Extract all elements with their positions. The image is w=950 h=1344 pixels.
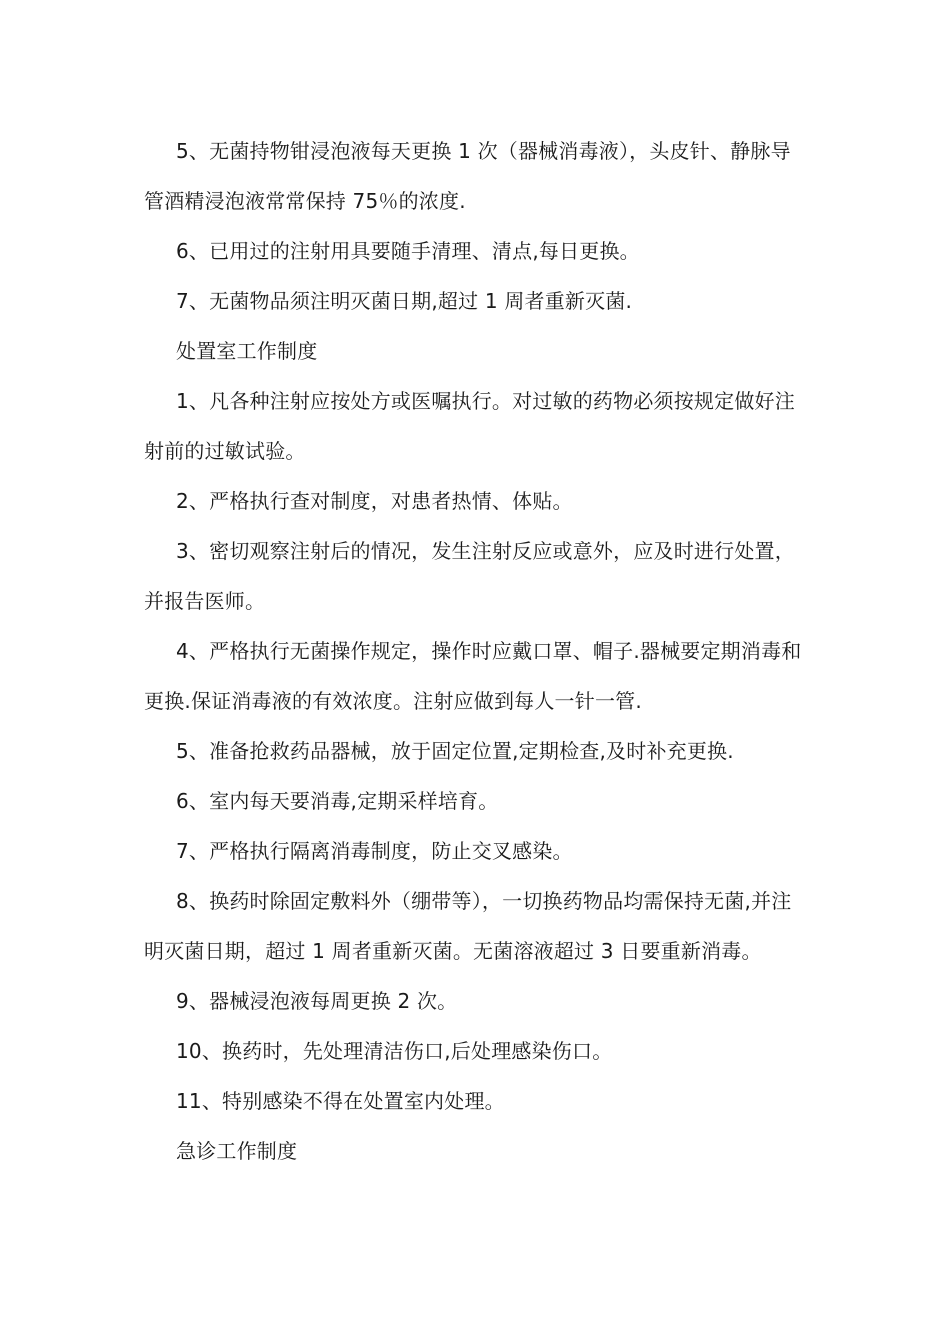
paragraph-rule-11: 11、特别感染不得在处置室内处理。 [176, 1089, 505, 1113]
paragraph-rule-4: 4、严格执行无菌操作规定，操作时应戴口罩、帽子.器械要定期消毒和更换.保证消毒液的有效浓度。注射应做到每人一针一管. [144, 639, 802, 713]
paragraph-rule-10: 10、换药时，先处理清洁伤口,后处理感染伤口。 [176, 1039, 613, 1063]
paragraph-rule-1: 1、凡各种注射应按处方或医嘱执行。对过敏的药物必须按规定做好注射前的过敏试验。 [144, 389, 795, 463]
paragraph-used-injection-tools: 6、已用过的注射用具要随手清理、清点,每日更换。 [176, 239, 640, 263]
section-heading-treatment-room: 处置室工作制度 [176, 339, 318, 363]
paragraph-sterile-items-date: 7、无菌物品须注明灭菌日期,超过 1 周者重新灭菌. [176, 289, 633, 313]
section-heading-emergency: 急诊工作制度 [176, 1139, 298, 1163]
paragraph-rule-6: 6、室内每天要消毒,定期采样培育。 [176, 789, 499, 813]
paragraph-rule-3: 3、密切观察注射后的情况，发生注射反应或意外，应及时进行处置，并报告医师。 [144, 539, 795, 613]
paragraph-rule-8: 8、换药时除固定敷料外（绷带等），一切换药物品均需保持无菌,并注明灭菌日期，超过 1 周者重新灭菌。无菌溶液超过 3 日要重新消毒。 [144, 889, 792, 963]
document-body [144, 126, 808, 1176]
paragraph-rule-5: 5、准备抢救药品器械，放于固定位置,定期检查,及时补充更换. [176, 739, 734, 763]
paragraph-disinfect-forceps: 5、无菌持物钳浸泡液每天更换 1 次（器械消毒液），头皮针、静脉导管酒精浸泡液常常保持 75％的浓度. [144, 139, 791, 213]
paragraph-rule-9: 9、器械浸泡液每周更换 2 次。 [176, 989, 458, 1013]
paragraph-rule-7: 7、严格执行隔离消毒制度，防止交叉感染。 [176, 839, 573, 863]
paragraph-rule-2: 2、严格执行查对制度，对患者热情、体贴。 [176, 489, 573, 513]
